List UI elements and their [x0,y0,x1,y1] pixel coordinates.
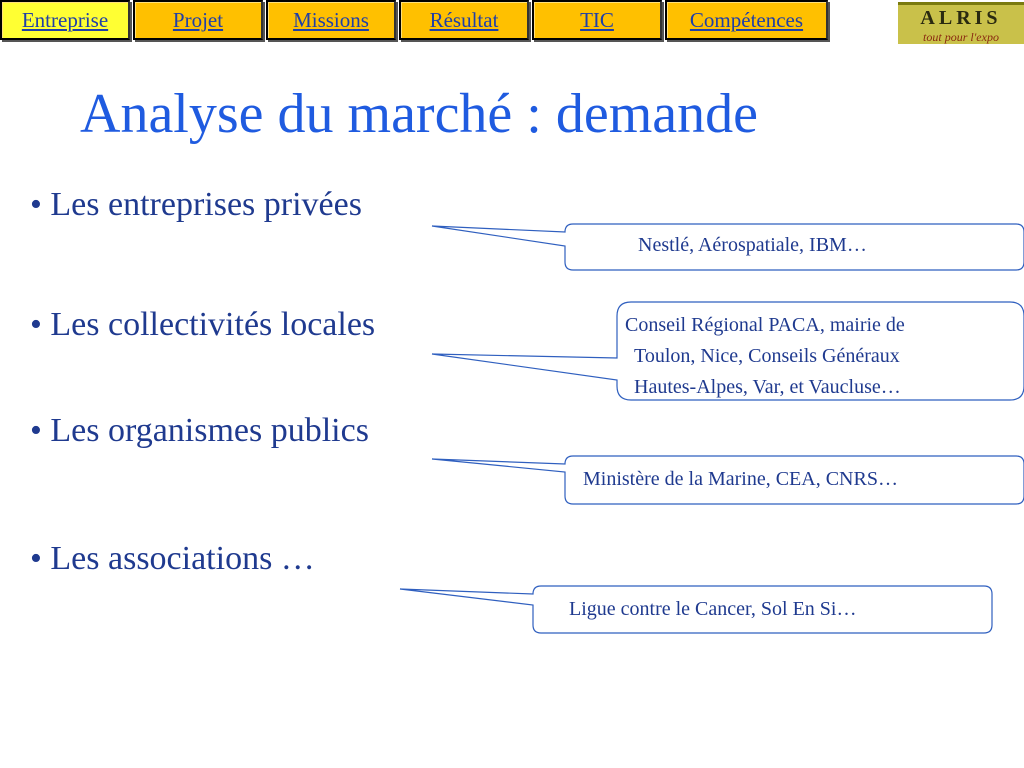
tab-tic[interactable]: TIC [532,0,662,40]
tab-entreprise[interactable]: Entreprise [0,0,130,40]
tab-projet[interactable]: Projet [133,0,263,40]
tab-resultat[interactable]: Résultat [399,0,529,40]
callout-text-collectivites-1: Conseil Régional PACA, mairie de [625,314,905,336]
bullet-collectivites: • Les collectivités locales [30,306,376,343]
callout-text-entreprises: Nestlé, Aérospatiale, IBM… [638,234,867,256]
logo-tagline: tout pour l'expo [923,30,999,44]
bullet-entreprises: • Les entreprises privées [30,186,362,223]
page-title: Analyse du marché : demande [80,83,758,145]
callout-text-associations: Ligue contre le Cancer, Sol En Si… [569,598,857,620]
callout-text-collectivites-2: Toulon, Nice, Conseils Généraux [634,345,900,367]
callout-text-collectivites-3: Hautes-Alpes, Var, et Vaucluse… [634,376,901,398]
tab-competences[interactable]: Compétences [665,0,828,40]
bullet-associations: • Les associations … [30,540,315,577]
callout-text-organismes: Ministère de la Marine, CEA, CNRS… [583,468,898,490]
logo-main-text: ALRIS [920,7,1002,29]
bullet-organismes: • Les organismes publics [30,412,369,449]
tab-missions[interactable]: Missions [266,0,396,40]
